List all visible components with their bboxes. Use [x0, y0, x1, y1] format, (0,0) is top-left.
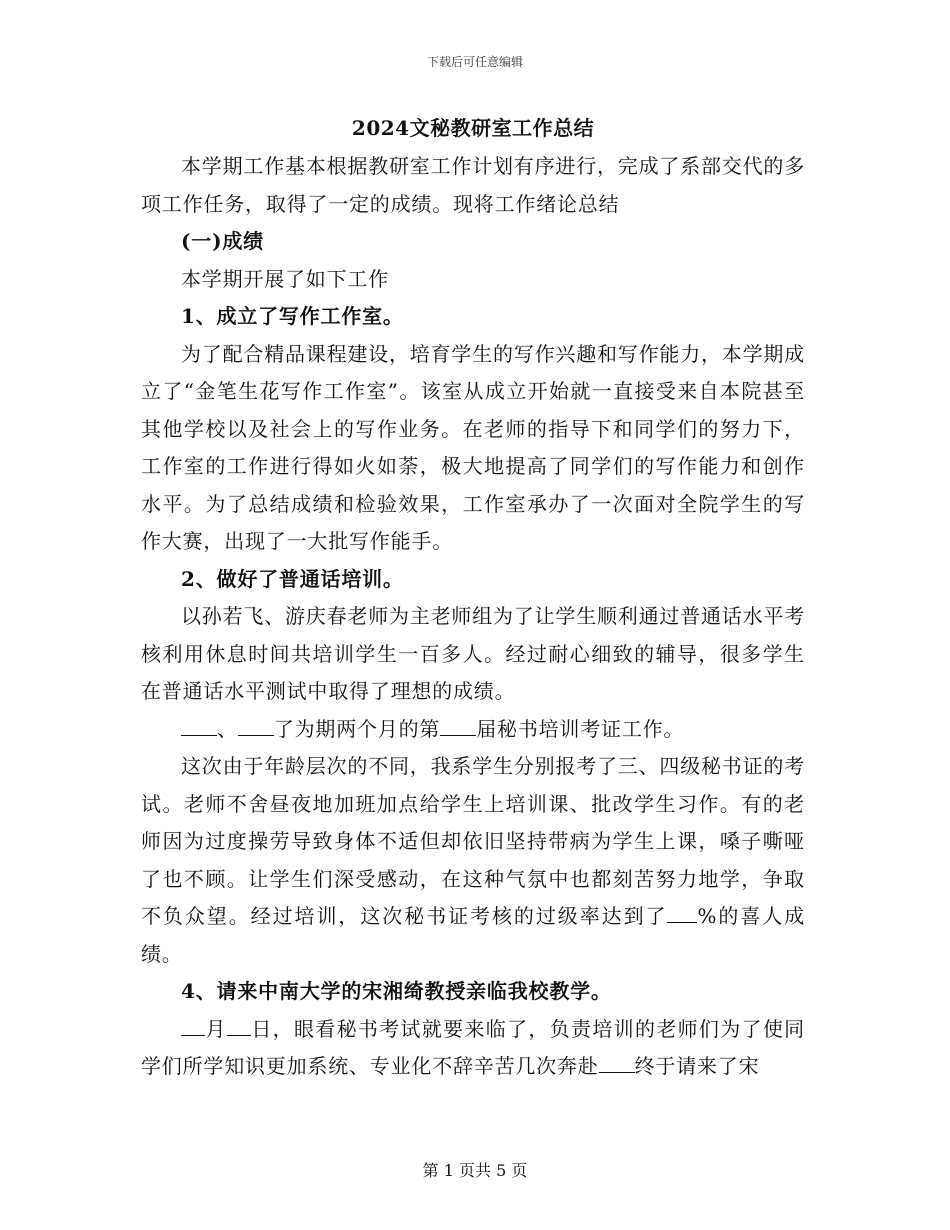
document-body — [141, 112, 805, 1086]
blank-field — [667, 904, 697, 923]
blank-field — [599, 1054, 635, 1073]
item4-body — [141, 1011, 805, 1086]
item3-body — [141, 748, 805, 973]
blank-field — [238, 717, 274, 736]
item4-p1: 月 — [205, 1016, 227, 1041]
item2-heading: 2、做好了普通话培训。 — [181, 566, 404, 591]
header-note: 下载后可任意编辑 — [426, 55, 523, 69]
blank-field — [440, 717, 476, 736]
item3-part3: 届秘书培训考证工作。 — [476, 716, 685, 741]
item3-body-text: 这次由于年龄层次的不同，我系学生分别报考了三、四级秘书证的考试。老师不舍昼夜地加班加点给学生上培训课、批改学生习作。有的老师因为过度操劳导致身体不适但却依旧坚持带病为学生上课，嗓子嘶哑了也不顾。让学生们深受感动，在这种气氛中也都刻苦努力地学，争取不负众望。经过培训，这次秘书证考核的过级率达到了 — [141, 754, 805, 928]
item2-body: 以孙若飞、游庆春老师为主老师组为了让学生顺利通过普通话水平考核利用休息时间共培训学生一百多人。经过耐心细致的辅导，很多学生在普通话水平测试中取得了理想的成绩。 — [141, 604, 805, 703]
blank-field — [181, 1017, 205, 1036]
item1-heading: 1、成立了写作工作室。 — [181, 304, 404, 328]
item4-p3: 终于请来了宋 — [634, 1054, 760, 1078]
item1-body: 为了配合精品课程建设，培育学生的写作兴趣和写作能力，本学期成立了“金笔生花写作工作室”。该室从成立开始就一直接受来自本院甚至其他学校以及社会上的写作业务。在老师的指导下和同学们的努力下，工作室的工作进行得如火如荼，极大地提高了同学们的写作能力和创作水平。为了总结成绩和检验效果，工作室承办了一次面对全院学生的写作大赛，出现了一大批写作能手。 — [141, 341, 805, 553]
item3-line — [141, 711, 805, 749]
item3-body-tail: %的喜人成绩。 — [141, 904, 805, 966]
section-intro: 本学期开展了如下工作 — [181, 266, 389, 291]
document-title: 2024文秘教研室工作总结 — [351, 116, 595, 140]
blank-field — [181, 717, 217, 736]
blank-field — [227, 1017, 251, 1036]
page-footer: 第 1 页共 5 页 — [422, 1161, 528, 1180]
item3-part2: 了为期两个月的第 — [273, 716, 441, 741]
intro-paragraph: 本学期工作基本根据教研室工作计划有序进行，完成了系部交代的多项工作任务，取得了一定的成绩。现将工作绪论总结 — [141, 154, 805, 216]
section-heading: (一)成绩 — [181, 229, 264, 253]
item3-part1: 、 — [217, 716, 238, 741]
item4-p2: 日，眼看秘书考试就要来临了，负责培训的老师们为了使同学们所学知识更加系统、专业化不辞辛苦几次奔赴 — [141, 1016, 805, 1078]
item4-heading: 4、请来中南大学的宋湘绮教授亲临我校教学。 — [181, 979, 612, 1003]
